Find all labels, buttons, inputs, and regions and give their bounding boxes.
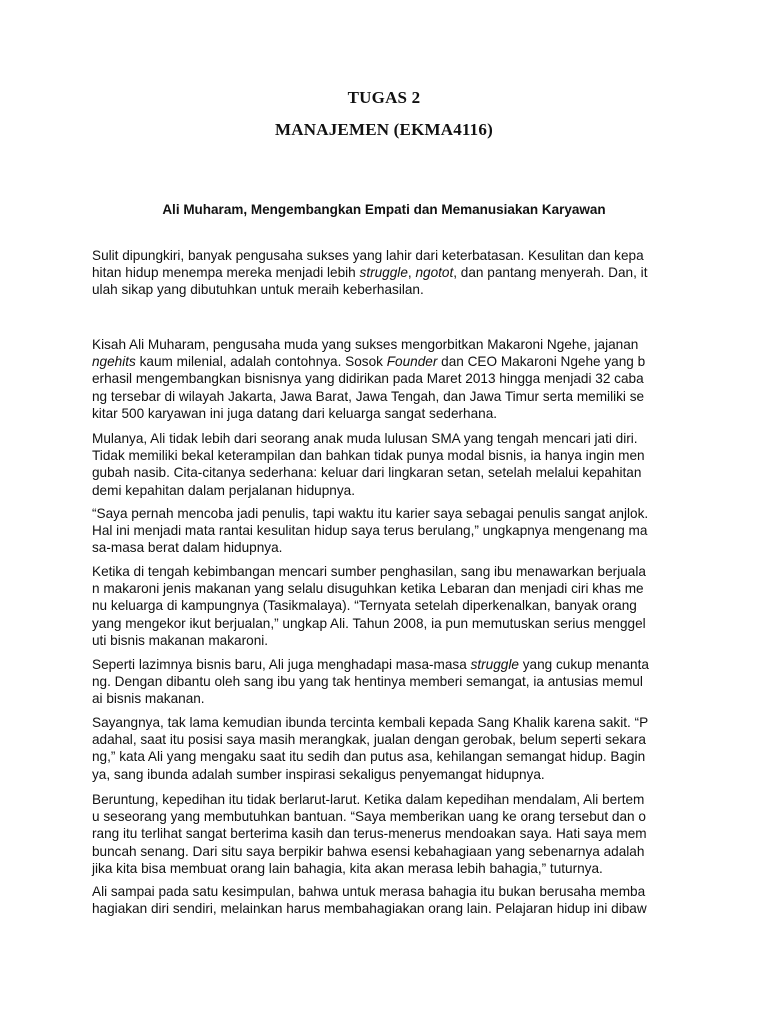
text-line: adahal, saat itu posisi saya masih merangkak, jualan dengan gerobak, belum seperti sekara xyxy=(92,732,646,748)
text-line: Hal ini menjadi mata rantai kesulitan hidup saya terus berulang,” ungkapnya mengenang ma xyxy=(92,523,648,539)
paragraph xyxy=(92,505,682,557)
paragraph xyxy=(92,430,682,499)
paragraph xyxy=(92,883,682,917)
text-line: Sulit dipungkiri, banyak pengusaha sukses yang lahir dari keterbatasan. Kesulitan dan kepa xyxy=(92,248,644,263)
course-title: MANAJEMEN (EKMA4116) xyxy=(275,120,493,139)
text-line: ng,” kata Ali yang mengaku saat itu sedih dan putus asa, kehilangan semangat hidup. Bagin xyxy=(92,749,646,765)
paragraph xyxy=(92,563,682,649)
text-line: demi kepahitan dalam perjalanan hidupnya. xyxy=(92,482,355,498)
article-heading: Ali Muharam, Mengembangkan Empati dan Memanusiakan Karyawan xyxy=(162,202,606,217)
text-line: Tidak memiliki bekal keterampilan dan bahkan tidak punya modal bisnis, ia hanya ingin men xyxy=(92,448,645,464)
text-line: Mulanya, Ali tidak lebih dari seorang anak muda lulusan SMA yang tengah mencari jati diri. xyxy=(92,431,638,446)
text-line: uti bisnis makanan makaroni. xyxy=(92,632,269,648)
text-line: “Saya pernah mencoba jadi penulis, tapi waktu itu karier saya sebagai penulis sangat anjlok. xyxy=(92,506,649,521)
emphasis: ngehits xyxy=(92,354,136,370)
paragraph xyxy=(92,656,682,708)
emphasis: struggle xyxy=(359,265,408,281)
text-line: ng tersebar di wilayah Jakarta, Jawa Barat, Jawa Tengah, dan Jawa Timur serta memiliki se xyxy=(92,388,645,404)
text-line: Ketika di tengah kebimbangan mencari sumber penghasilan, sang ibu menawarkan berjuala xyxy=(92,564,646,579)
text-line: ng. Dengan dibantu oleh sang ibu yang tak hentinya memberi semangat, ia antusias memul xyxy=(92,674,643,690)
text-line: ai bisnis makanan. xyxy=(92,691,205,707)
text-line: ya, sang ibunda adalah sumber inspirasi sekaligus penyemangat hidupnya. xyxy=(92,766,545,782)
text-line: buncah senang. Dari situ saya berpikir bahwa esensi kebahagiaan yang sebenarnya adalah xyxy=(92,843,645,859)
paragraph xyxy=(92,336,682,422)
text-line: hagiakan diri sendiri, melainkan harus membahagiakan orang lain. Pelajaran hidup ini dibaw xyxy=(92,901,647,917)
paragraph xyxy=(92,791,682,877)
text-line: ulah sikap yang dibutuhkan untuk meraih keberhasilan. xyxy=(92,282,424,298)
text-line: ngehits kaum milenial, adalah contohnya. Sosok Founder dan CEO Makaroni Ngehe yang b xyxy=(92,354,646,370)
text-line: n makaroni jenis makanan yang selalu disuguhkan ketika Lebaran dan menjadi ciri khas me xyxy=(92,581,644,597)
text-line: Beruntung, kepedihan itu tidak berlarut-larut. Ketika dalam kepedihan mendalam, Ali bertem xyxy=(92,792,645,807)
text-line: jika kita bisa membuat orang lain bahagia, kita akan merasa lebih bahagia,” tuturnya. xyxy=(92,860,603,876)
text-line: yang mengekor ikut berjualan,” ungkap Ali. Tahun 2008, ia pun memutuskan serius menggel xyxy=(92,615,646,631)
document-title: TUGAS 2 xyxy=(347,88,421,107)
text-line: Ali sampai pada satu kesimpulan, bahwa untuk merasa bahagia itu bukan berusaha memba xyxy=(92,884,646,899)
text-line: Sayangnya, tak lama kemudian ibunda tercinta kembali kepada Sang Khalik karena sakit. “P xyxy=(92,715,649,730)
text-line: Kisah Ali Muharam, pengusaha muda yang sukses mengorbitkan Makaroni Ngehe, jajanan xyxy=(92,337,639,352)
paragraph xyxy=(92,714,682,783)
text-line: hitan hidup menempa mereka menjadi lebih struggle, ngotot, dan pantang menyerah. Dan, it xyxy=(92,265,648,281)
text-line: u seseorang yang membutuhkan bantuan. “Saya memberikan uang ke orang tersebut dan o xyxy=(92,809,646,825)
paragraph xyxy=(92,247,682,299)
text-line: rang itu terlihat sangat berterima kasih dan terus-menerus mendoakan saya. Hati saya mem xyxy=(92,826,647,842)
text-line: kitar 500 karyawan ini juga datang dari keluarga sangat sederhana. xyxy=(92,405,498,421)
text-line: Seperti lazimnya bisnis baru, Ali juga menghadapi masa-masa struggle yang cukup menanta xyxy=(92,657,649,672)
text-line: sa-masa berat dalam hidupnya. xyxy=(92,540,283,556)
emphasis: Founder xyxy=(386,354,438,370)
text-line: erhasil mengembangkan bisnisnya yang didirikan pada Maret 2013 hingga menjadi 32 caba xyxy=(92,371,644,387)
text-line: gubah nasib. Cita-citanya sederhana: keluar dari lingkaran setan, setelah melalui kepahitan xyxy=(92,465,642,481)
emphasis: ngotot xyxy=(415,265,454,281)
emphasis: struggle xyxy=(470,657,519,672)
text-line: nu keluarga di kampungnya (Tasikmalaya). “Ternyata setelah diperkenalkan, banyak orang xyxy=(92,598,637,614)
